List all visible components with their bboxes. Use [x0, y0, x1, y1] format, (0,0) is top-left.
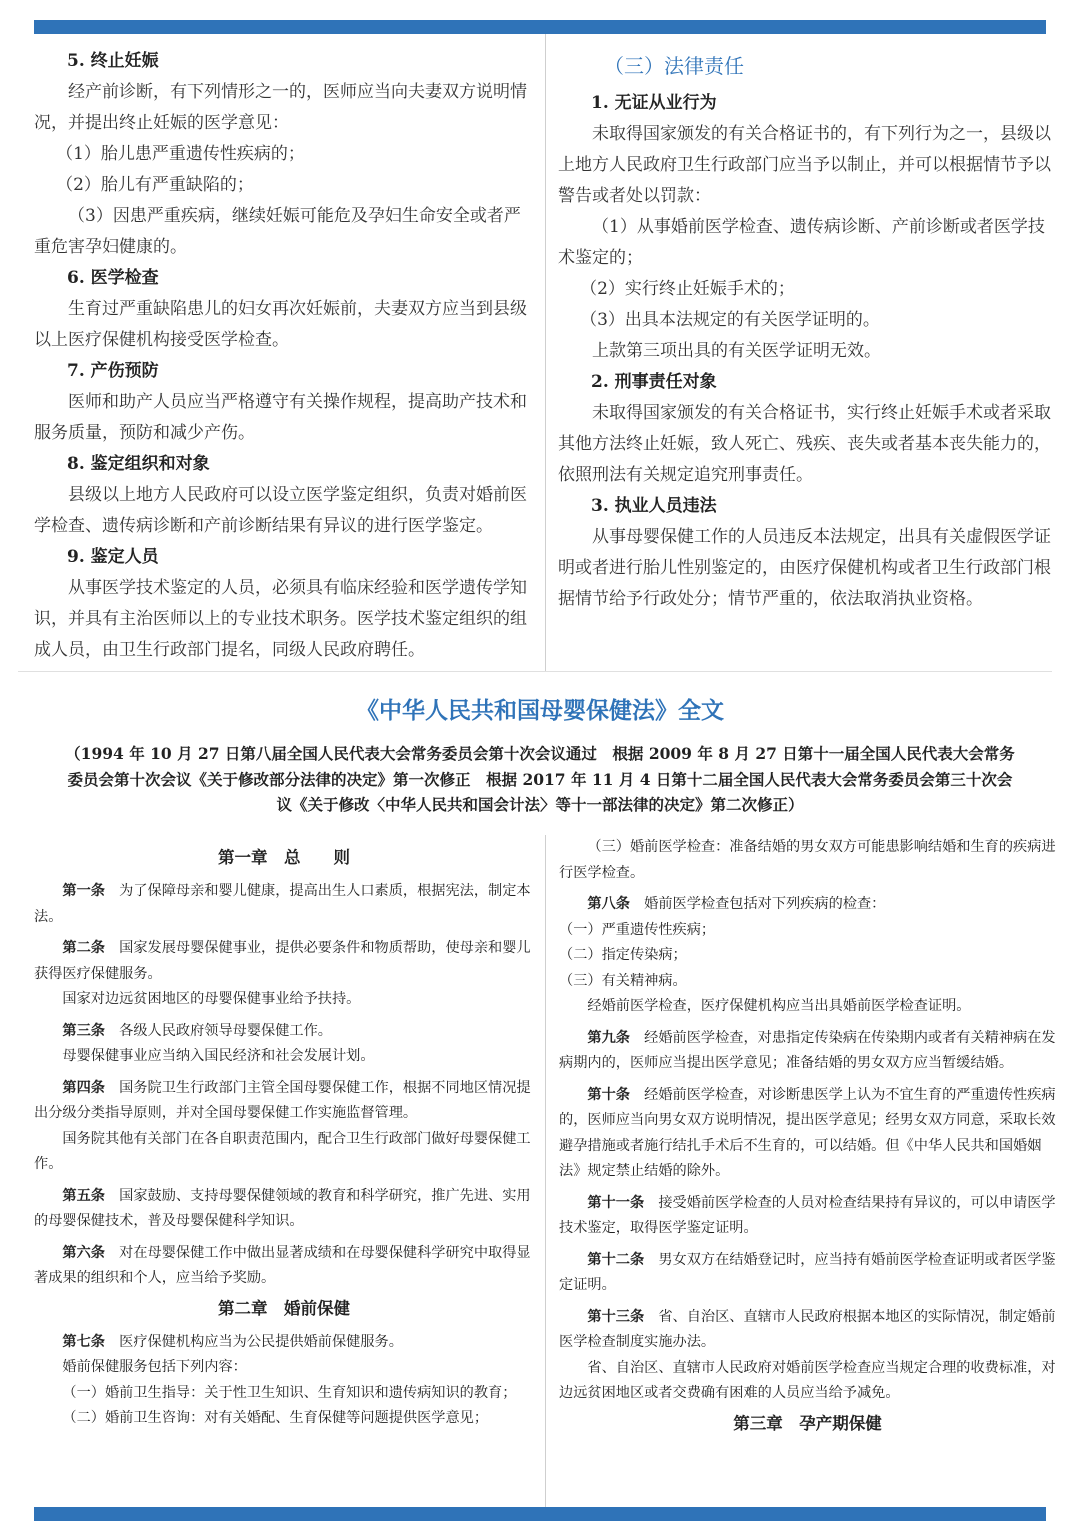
law-paragraph: 国家对边远贫困地区的母婴保健事业给予扶持。: [62, 991, 361, 1007]
law-article: [34, 1076, 534, 1127]
law-article: [34, 1019, 534, 1045]
law-paragraph: 经婚前医学检查，医疗保健机构应当出具婚前医学检查证明。: [587, 998, 971, 1014]
section-heading: 8. 鉴定组织和对象: [67, 454, 210, 474]
article-number: 第十三条: [587, 1308, 645, 1325]
article-number: 第十条: [587, 1086, 630, 1103]
paragraph: （3）因患严重疾病，继续妊娠可能危及孕妇生命安全或者严重危害孕妇健康的。: [34, 206, 521, 257]
article-text: 国务院卫生行政部门主管全国母婴保健工作，根据不同地区情况提出分级分类指导原则，并对全国母婴保健工作实施监督管理。: [34, 1079, 531, 1121]
article-text: 经婚前医学检查，对患指定传染病在传染期内或者有关精神病在发病期内的，医师应当提出医学意见；准备结婚的男女双方应当暂缓结婚。: [559, 1029, 1056, 1071]
article-number: 第九条: [587, 1029, 630, 1046]
law-article: [34, 936, 534, 987]
chapter-heading: 第二章 婚前保健: [218, 1298, 350, 1318]
section-heading: 6. 医学检查: [67, 268, 159, 288]
law-paragraph: （二）婚前卫生咨询：对有关婚配、生育保健等问题提供医学意见；: [62, 1410, 489, 1426]
law-article: [559, 1191, 1056, 1242]
list-item: （1）胎儿患严重遗传性疾病的；: [56, 144, 305, 164]
chapter-heading: 第三章 孕产期保健: [733, 1413, 882, 1433]
article-number: 第十二条: [587, 1251, 645, 1268]
article-text: 省、自治区、直辖市人民政府根据本地区的实际情况，制定婚前医学检查制度实施办法。: [559, 1308, 1056, 1350]
bottom-decor-bar: [34, 1507, 1046, 1521]
list-item: （2）胎儿有严重缺陷的；: [56, 175, 254, 195]
law-article: [559, 892, 1056, 918]
top-left-column: [34, 46, 534, 666]
article-text: 接受婚前医学检查的人员对检查结果持有异议的，可以申请医学技术鉴定，取得医学鉴定证明。: [559, 1194, 1056, 1236]
article-number: 第一条: [62, 883, 105, 899]
article-text: 经婚前医学检查，对诊断患医学上认为不宜生育的严重遗传性疾病的，医师应当向男女双方说明情况，提出医学意见；经男女双方同意，采取长效避孕措施或者施行结扎手术后不生育的，可以结婚。但《中华人民共和国婚姻法》规定禁止结婚的除外。: [559, 1086, 1056, 1179]
law-paragraph: 母婴保健事业应当纳入国民经济和社会发展计划。: [62, 1048, 375, 1064]
list-item: （2）实行终止妊娠手术的；: [580, 279, 795, 299]
article-text: 婚前医学检查包括对下列疾病的检查：: [644, 896, 886, 912]
top-right-column: [558, 48, 1054, 615]
paragraph: 未取得国家颁发的有关合格证书的，有下列行为之一，县级以上地方人民政府卫生行政部门应当予以制止，并可以根据情节予以警告或者处以罚款：: [558, 124, 1051, 206]
law-article: [34, 1184, 534, 1235]
article-text: 国家发展母婴保健事业，提供必要条件和物质帮助，使母亲和婴儿获得医疗保健服务。: [34, 940, 531, 982]
article-text: 各级人民政府领导母婴保健工作。: [119, 1022, 332, 1039]
law-article: [34, 879, 534, 930]
article-text: 男女双方在结婚登记时，应当持有婚前医学检查证明或者医学鉴定证明。: [559, 1251, 1056, 1293]
section-heading: 3. 执业人员违法: [591, 496, 717, 516]
law-title: 《中华人民共和国母婴保健法》全文: [356, 697, 724, 724]
article-text: 医疗保健机构应当为公民提供婚前保健服务。: [119, 1333, 403, 1350]
law-paragraph: 省、自治区、直辖市人民政府对婚前医学检查应当规定合理的收费标准，对边远贫困地区或者交费确有困难的人员应当给予减免。: [559, 1359, 1056, 1401]
law-paragraph: （三）婚前医学检查：准备结婚的男女双方可能患影响结婚和生育的疾病进行医学检查。: [559, 839, 1056, 881]
section-heading: 1. 无证从业行为: [591, 93, 717, 113]
paragraph: 经产前诊断，有下列情形之一的，医师应当向夫妻双方说明情况，并提出终止妊娠的医学意见：: [34, 82, 527, 133]
law-amendment-note: （1994 年 10 月 27 日第八届全国人民代表大会常务委员会第十次会议通过 根据 2009 年 8 月 27 日第十一届全国人民代表大会常务委员会第十次会议《关于修改部分法律的决定》第一次修正 根据 2017 年 11 月 4 日第十二届全国人民代表大会常务委员会第三十次会议《关于修改〈中华人民共和国会计法〉等十一部法律的决定》第二次修正）: [65, 744, 1015, 814]
section-heading: 5. 终止妊娠: [67, 51, 159, 71]
section-divider: [18, 671, 1052, 672]
paragraph: 医师和助产人员应当严格遵守有关操作规程，提高助产技术和服务质量，预防和减少产伤。: [34, 392, 527, 443]
article-text: 为了保障母亲和婴儿健康，提高出生人口素质，根据宪法，制定本法。: [34, 883, 531, 925]
section-heading: 2. 刑事责任对象: [591, 372, 717, 392]
law-subitem: （二）指定传染病；: [559, 947, 687, 963]
law-subitem: （一）严重遗传性疾病；: [559, 921, 716, 938]
law-article: [34, 1330, 534, 1356]
paragraph: 生育过严重缺陷患儿的妇女再次妊娠前，夫妻双方应当到县级以上医疗保健机构接受医学检查。: [34, 299, 527, 350]
article-number: 第五条: [62, 1187, 105, 1204]
chapter-heading: 第一章 总 则: [218, 848, 350, 867]
article-text: 国家鼓励、支持母婴保健领域的教育和科学研究，推广先进、实用的母婴保健技术，普及母婴保健科学知识。: [34, 1187, 531, 1229]
law-paragraph: （一）婚前卫生指导：关于性卫生知识、生育知识和遗传病知识的教育；: [62, 1384, 517, 1401]
paragraph: 县级以上地方人民政府可以设立医学鉴定组织，负责对婚前医学检查、遗传病诊断和产前诊断结果有异议的进行医学鉴定。: [34, 485, 527, 536]
law-article: [559, 1026, 1056, 1077]
law-article: [559, 1083, 1056, 1185]
article-number: 第六条: [62, 1244, 105, 1261]
paragraph: 上款第三项出具的有关医学证明无效。: [592, 341, 881, 361]
law-paragraph: 国务院其他有关部门在各自职责范围内，配合卫生行政部门做好母婴保健工作。: [34, 1130, 531, 1172]
column-divider: [545, 34, 546, 671]
article-number: 第八条: [587, 896, 630, 912]
law-right-column: [559, 835, 1056, 1441]
law-left-column: [34, 841, 534, 1432]
law-column-divider: [545, 835, 546, 1507]
article-number: 第四条: [62, 1079, 105, 1096]
law-article: [34, 1241, 534, 1292]
law-paragraph: 婚前保健服务包括下列内容：: [62, 1359, 247, 1375]
paragraph: 未取得国家颁发的有关合格证书，实行终止妊娠手术或者采取其他方法终止妊娠，致人死亡、残疾、丧失或者基本丧失能力的，依照刑法有关规定追究刑事责任。: [558, 403, 1051, 485]
article-number: 第三条: [62, 1022, 105, 1039]
article-number: 第十一条: [587, 1194, 645, 1211]
paragraph: 从事医学技术鉴定的人员，必须具有临床经验和医学遗传学知识，并具有主治医师以上的专业技术职务。医学技术鉴定组织的组成人员，由卫生行政部门提名，同级人民政府聘任。: [34, 578, 527, 660]
article-number: 第七条: [62, 1333, 105, 1350]
law-subitem: （三）有关精神病。: [559, 972, 687, 989]
list-item: （3）出具本法规定的有关医学证明的。: [580, 310, 880, 330]
law-article: [559, 1248, 1056, 1299]
paragraph: （1）从事婚前医学检查、遗传病诊断、产前诊断或者医学技术鉴定的；: [558, 217, 1045, 268]
section-heading: 7. 产伤预防: [67, 361, 159, 381]
section-heading: 9. 鉴定人员: [67, 547, 159, 567]
top-decor-bar: [34, 20, 1046, 34]
article-text: 对在母婴保健工作中做出显著成绩和在母婴保健科学研究中取得显著成果的组织和个人，应当给予奖励。: [34, 1244, 531, 1286]
article-number: 第二条: [62, 940, 105, 956]
paragraph: 从事母婴保健工作的人员违反本法规定，出具有关虚假医学证明或者进行胎儿性别鉴定的，由医疗保健机构或者卫生行政部门根据情节给予行政处分；情节严重的，依法取消执业资格。: [558, 527, 1051, 609]
law-article: [559, 1305, 1056, 1356]
section-title: （三）法律责任: [604, 54, 744, 78]
